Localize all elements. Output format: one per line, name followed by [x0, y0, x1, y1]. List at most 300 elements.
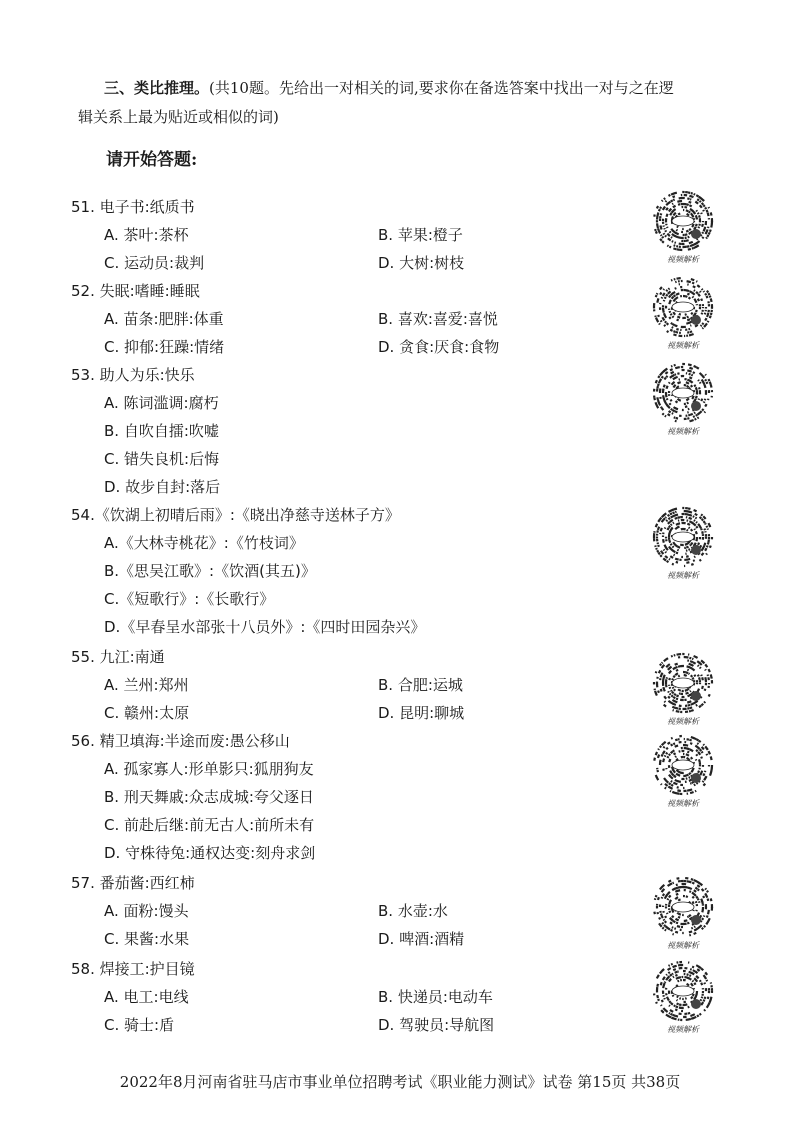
qr-dot	[668, 786, 670, 787]
qr-dot	[670, 231, 671, 232]
qr-dot	[665, 545, 667, 548]
qr-dot	[672, 211, 674, 213]
qr-dot	[663, 759, 664, 763]
video-qr-code[interactable]	[652, 734, 714, 809]
qr-dot	[688, 237, 690, 238]
qr-dot	[687, 530, 688, 531]
qr-dot	[663, 977, 665, 980]
qr-center	[672, 986, 694, 996]
qr-dot	[671, 1018, 673, 1019]
question-stem: 57. 番茄酱:西红柿	[71, 874, 195, 892]
qr-dot	[711, 298, 712, 301]
qr-dot	[660, 664, 661, 666]
question-stem: 58. 焊接工:护目镜	[71, 960, 195, 978]
qr-dot	[689, 740, 691, 741]
qr-dot	[661, 235, 662, 236]
qr-dot	[687, 380, 690, 381]
qr-dot	[671, 509, 674, 510]
section-heading: 三、类比推理。	[104, 79, 210, 97]
qr-dot	[668, 972, 670, 973]
qr-dot	[660, 207, 661, 209]
qr-dot	[705, 323, 707, 326]
option-a: A. 兰州:郑州	[104, 676, 189, 694]
qr-dot	[703, 999, 704, 1001]
qr-dot	[674, 694, 676, 695]
qr-dot	[673, 512, 675, 513]
qr-dot	[676, 418, 678, 419]
qr-dot	[692, 293, 695, 295]
qr-dot	[684, 920, 688, 921]
qr-dot	[696, 415, 698, 416]
qr-dot	[669, 678, 670, 680]
qr-dot	[710, 296, 711, 298]
qr-dot	[696, 281, 697, 282]
qr-dot	[685, 234, 688, 235]
qr-dot	[668, 968, 671, 970]
qr-dot	[705, 972, 707, 975]
qr-dot	[662, 200, 663, 201]
qr-dot	[696, 210, 697, 211]
qr-dot	[698, 771, 699, 773]
qr-dot	[670, 1014, 672, 1015]
qr-dot	[673, 292, 675, 293]
qr-dot	[689, 229, 691, 230]
qr-dot	[696, 965, 699, 967]
qr-dot	[667, 323, 669, 325]
qr-dot	[696, 896, 697, 898]
qr-dot	[701, 771, 702, 774]
qr-dot	[662, 408, 664, 410]
qr-dot	[700, 373, 702, 375]
qr-dot	[691, 983, 693, 986]
option-b: B.《思吴江歌》:《饮酒(其五)》	[104, 562, 316, 580]
qr-dot	[687, 559, 690, 560]
qr-dot	[669, 403, 670, 405]
qr-dot	[677, 316, 680, 317]
qr-dot	[673, 196, 675, 197]
qr-dot	[670, 330, 672, 331]
qr-dot	[708, 910, 709, 913]
qr-dot	[671, 516, 674, 517]
qr-dot	[675, 325, 678, 326]
qr-dot	[665, 982, 666, 983]
qr-dot	[673, 969, 676, 970]
qr-dot	[702, 519, 704, 521]
qr-dot	[686, 240, 689, 241]
qr-dot	[697, 969, 699, 971]
qr-dot	[696, 657, 697, 658]
qr-dot	[673, 299, 675, 301]
qr-dot	[707, 291, 708, 293]
qr-dot	[686, 887, 689, 888]
qr-label: 视频解析	[667, 717, 699, 726]
qr-dot	[686, 398, 689, 400]
qr-dot	[672, 410, 674, 411]
qr-dot	[664, 998, 665, 999]
qr-dot	[670, 911, 671, 913]
qr-dot	[656, 402, 657, 405]
qr-dot	[696, 292, 698, 294]
qr-dot	[689, 891, 691, 892]
option-d: D. 故步自封:落后	[104, 478, 221, 496]
option-d: D. 守株待兔:通权达变:刻舟求剑	[104, 844, 316, 862]
qr-dot	[705, 374, 706, 375]
qr-dot	[658, 749, 659, 750]
qr-dot	[702, 910, 703, 912]
qr-dot	[698, 675, 699, 677]
qr-dot	[691, 771, 692, 773]
qr-center	[672, 216, 694, 226]
qr-dot	[696, 387, 697, 390]
qr-dot	[671, 544, 672, 546]
qr-dot	[701, 548, 703, 551]
qr-dot	[711, 756, 712, 760]
qr-dot	[698, 294, 700, 296]
qr-dot	[694, 983, 695, 985]
video-qr-code[interactable]	[652, 960, 714, 1035]
qr-dot	[662, 673, 663, 675]
qr-dot	[689, 512, 692, 513]
qr-dot	[667, 398, 668, 400]
qr-dot	[669, 775, 671, 777]
qr-dot	[665, 916, 666, 918]
qr-dot	[672, 241, 673, 242]
qr-logo	[691, 229, 701, 239]
qr-dot	[654, 758, 655, 761]
qr-dot	[711, 898, 712, 901]
qr-dot	[673, 977, 674, 978]
qr-dot	[675, 740, 678, 741]
qr-dot	[678, 676, 680, 677]
qr-dot	[702, 323, 703, 324]
qr-dot	[657, 293, 658, 294]
qr-dot	[657, 206, 658, 208]
qr-dot	[658, 897, 659, 900]
qr-dot	[675, 297, 678, 299]
qr-dot	[668, 528, 669, 530]
qr-dot	[685, 775, 688, 776]
qr-dot	[664, 513, 666, 515]
qr-dot	[703, 773, 704, 775]
qr-dot	[691, 997, 693, 999]
qr-dot	[702, 328, 703, 329]
qr-dot	[660, 887, 662, 889]
qr-dot	[707, 896, 708, 898]
qr-dot	[702, 224, 703, 227]
qr-dot	[660, 518, 662, 520]
qr-dot	[666, 781, 668, 783]
qr-dot	[671, 293, 674, 295]
qr-dot	[678, 890, 680, 891]
qr-dot	[660, 379, 661, 381]
qr-dot	[663, 751, 665, 754]
qr-dot	[664, 549, 665, 550]
qr-dot	[689, 291, 692, 292]
qr-dot	[665, 755, 666, 756]
qr-dot	[662, 969, 664, 971]
qr-dot	[675, 664, 678, 665]
qr-dot	[661, 689, 662, 692]
qr-dot	[674, 245, 676, 246]
qr-dot	[670, 974, 672, 976]
qr-dot	[666, 753, 667, 755]
qr-dot	[665, 517, 666, 518]
qr-dot	[668, 522, 670, 524]
option-d: D.《早春呈水部张十八员外》:《四时田园杂兴》	[104, 618, 426, 636]
qr-dot	[704, 975, 706, 977]
qr-dot	[689, 211, 691, 212]
qr-dot	[657, 397, 658, 400]
qr-dot	[670, 694, 671, 695]
qr-center	[672, 760, 694, 770]
qr-dot	[669, 979, 671, 982]
qr-dot	[693, 372, 695, 373]
qr-dot	[656, 1002, 657, 1004]
qr-dot	[706, 237, 707, 238]
qr-dot	[676, 562, 678, 563]
qr-dot	[672, 564, 674, 565]
qr-dot	[676, 699, 678, 700]
qr-dot	[676, 1006, 678, 1007]
qr-dot	[705, 977, 706, 979]
qr-dot	[666, 658, 668, 659]
video-qr-code[interactable]	[652, 876, 714, 951]
option-a: A. 电工:电线	[104, 988, 189, 1006]
qr-dot	[672, 546, 673, 547]
qr-dot	[704, 702, 705, 703]
qr-dot	[668, 691, 669, 692]
qr-label: 视频解析	[667, 427, 699, 436]
qr-dot	[702, 232, 703, 233]
qr-dot	[669, 547, 671, 549]
qr-dot	[694, 738, 697, 739]
video-qr-code[interactable]	[652, 190, 714, 265]
qr-dot	[711, 224, 712, 228]
qr-dot	[674, 753, 676, 754]
qr-dot	[687, 670, 688, 671]
qr-dot	[694, 556, 695, 557]
qr-dot	[660, 971, 662, 973]
qr-dot	[665, 315, 667, 318]
qr-dot	[701, 514, 702, 515]
qr-dot	[671, 372, 674, 374]
qr-dot	[694, 675, 695, 677]
qr-dot	[672, 700, 674, 701]
question-stem: 52. 失眠:嗜睡:睡眠	[71, 282, 200, 300]
qr-dot	[678, 981, 680, 982]
qr-dot	[672, 927, 673, 928]
qr-dot	[687, 984, 689, 986]
qr-dot	[672, 768, 673, 771]
qr-dot	[687, 917, 688, 918]
qr-dot	[665, 556, 667, 558]
qr-dot	[696, 522, 697, 523]
qr-dot	[689, 518, 692, 519]
qr-dot	[707, 315, 708, 317]
qr-dot	[656, 895, 657, 897]
qr-dot	[670, 520, 673, 522]
qr-dot	[663, 677, 664, 680]
qr-dot	[696, 976, 698, 979]
qr-dot	[666, 748, 668, 750]
qr-dot	[686, 296, 688, 297]
qr-dot	[696, 750, 698, 752]
qr-dot	[703, 781, 704, 782]
qr-label: 视频解析	[667, 571, 699, 580]
qr-dot	[678, 399, 681, 401]
qr-dot	[695, 419, 697, 420]
qr-dot	[708, 540, 709, 543]
qr-dot	[684, 207, 687, 208]
qr-dot	[694, 894, 696, 896]
qr-dot	[670, 311, 671, 313]
qr-dot	[701, 529, 702, 530]
qr-dot	[691, 710, 694, 711]
qr-dot	[659, 323, 660, 324]
qr-dot	[659, 403, 660, 406]
qr-dot	[675, 667, 677, 668]
qr-dot	[672, 974, 673, 975]
qr-dot	[701, 675, 702, 676]
qr-dot	[675, 888, 678, 889]
qr-code-icon	[652, 190, 714, 252]
qr-dot	[700, 382, 701, 383]
qr-dot	[690, 515, 692, 516]
qr-dot	[656, 295, 657, 297]
qr-dot	[666, 1014, 669, 1016]
qr-dot	[658, 376, 659, 378]
qr-dot	[689, 749, 692, 750]
qr-dot	[694, 366, 697, 367]
qr-dot	[686, 896, 688, 897]
qr-dot	[704, 1010, 705, 1011]
qr-dot	[699, 741, 701, 742]
qr-dot	[663, 889, 664, 890]
qr-dot	[703, 744, 704, 745]
qr-dot	[670, 791, 671, 792]
qr-dot	[694, 520, 695, 521]
qr-dot	[686, 323, 689, 324]
qr-dot	[688, 249, 691, 250]
qr-dot	[671, 366, 672, 367]
qr-dot	[697, 417, 698, 418]
qr-logo	[691, 915, 701, 925]
qr-dot	[673, 312, 675, 315]
option-a: A. 茶叶:茶杯	[104, 226, 189, 244]
qr-dot	[701, 299, 702, 301]
qr-dot	[664, 925, 665, 926]
qr-dot	[665, 788, 666, 789]
qr-dot	[691, 529, 692, 531]
qr-center	[672, 902, 694, 912]
qr-dot	[685, 690, 687, 691]
qr-dot	[669, 411, 671, 412]
qr-dot	[702, 203, 704, 205]
qr-dot	[675, 518, 677, 519]
qr-dot	[665, 528, 666, 529]
qr-dot	[662, 237, 663, 239]
qr-dot	[707, 545, 708, 547]
video-qr-code[interactable]	[652, 506, 714, 581]
qr-dot	[654, 912, 655, 914]
qr-dot	[686, 542, 689, 544]
qr-dot	[700, 999, 701, 1000]
qr-dot	[694, 290, 695, 291]
qr-dot	[675, 919, 678, 921]
option-a: A.《大林寺桃花》:《竹枝词》	[104, 534, 304, 552]
qr-dot	[710, 1000, 711, 1003]
qr-dot	[672, 773, 674, 775]
qr-dot	[699, 677, 700, 680]
qr-dot	[663, 395, 664, 398]
qr-dot	[671, 690, 672, 691]
qr-dot	[695, 518, 696, 519]
option-b: B. 刑天舞戚:众志成城:夸父逐日	[104, 788, 314, 806]
qr-dot	[694, 524, 695, 525]
qr-dot	[657, 405, 658, 408]
qr-dot	[670, 900, 671, 902]
qr-dot	[702, 997, 703, 999]
qr-dot	[673, 1015, 675, 1016]
qr-dot	[694, 510, 697, 511]
qr-dot	[663, 747, 664, 748]
qr-dot	[675, 756, 676, 757]
qr-dot	[667, 234, 670, 237]
qr-dot	[655, 229, 656, 231]
qr-dot	[666, 290, 667, 291]
qr-dot	[666, 376, 667, 377]
qr-dot	[710, 546, 711, 548]
qr-dot	[656, 671, 657, 673]
qr-dot	[708, 293, 709, 295]
qr-logo	[691, 545, 701, 555]
qr-dot	[687, 752, 689, 753]
qr-dot	[674, 701, 677, 702]
qr-dot	[666, 520, 667, 521]
qr-dot	[710, 316, 711, 319]
qr-dot	[669, 881, 672, 882]
qr-dot	[668, 976, 670, 978]
qr-center	[672, 678, 694, 688]
qr-dot	[704, 229, 705, 231]
qr-dot	[687, 524, 690, 525]
video-qr-code[interactable]	[652, 652, 714, 727]
qr-dot	[679, 998, 680, 999]
qr-dot	[707, 382, 708, 384]
qr-dot	[668, 756, 669, 758]
qr-dot	[696, 526, 697, 528]
qr-dot	[676, 885, 678, 886]
qr-dot	[654, 397, 655, 400]
qr-dot	[658, 552, 659, 554]
qr-dot	[692, 248, 694, 249]
qr-dot	[674, 407, 676, 408]
video-qr-code[interactable]	[652, 362, 714, 437]
qr-dot	[662, 376, 663, 378]
qr-dot	[671, 777, 673, 779]
qr-dot	[675, 1009, 677, 1010]
qr-dot	[687, 317, 689, 318]
video-qr-code[interactable]	[652, 276, 714, 351]
qr-dot	[678, 917, 680, 918]
qr-dot	[662, 923, 663, 925]
qr-label: 视频解析	[667, 1025, 699, 1034]
qr-dot	[675, 975, 677, 976]
qr-dot	[676, 515, 678, 516]
qr-dot	[691, 665, 693, 666]
qr-code-icon	[652, 876, 714, 938]
qr-dot	[686, 688, 688, 690]
